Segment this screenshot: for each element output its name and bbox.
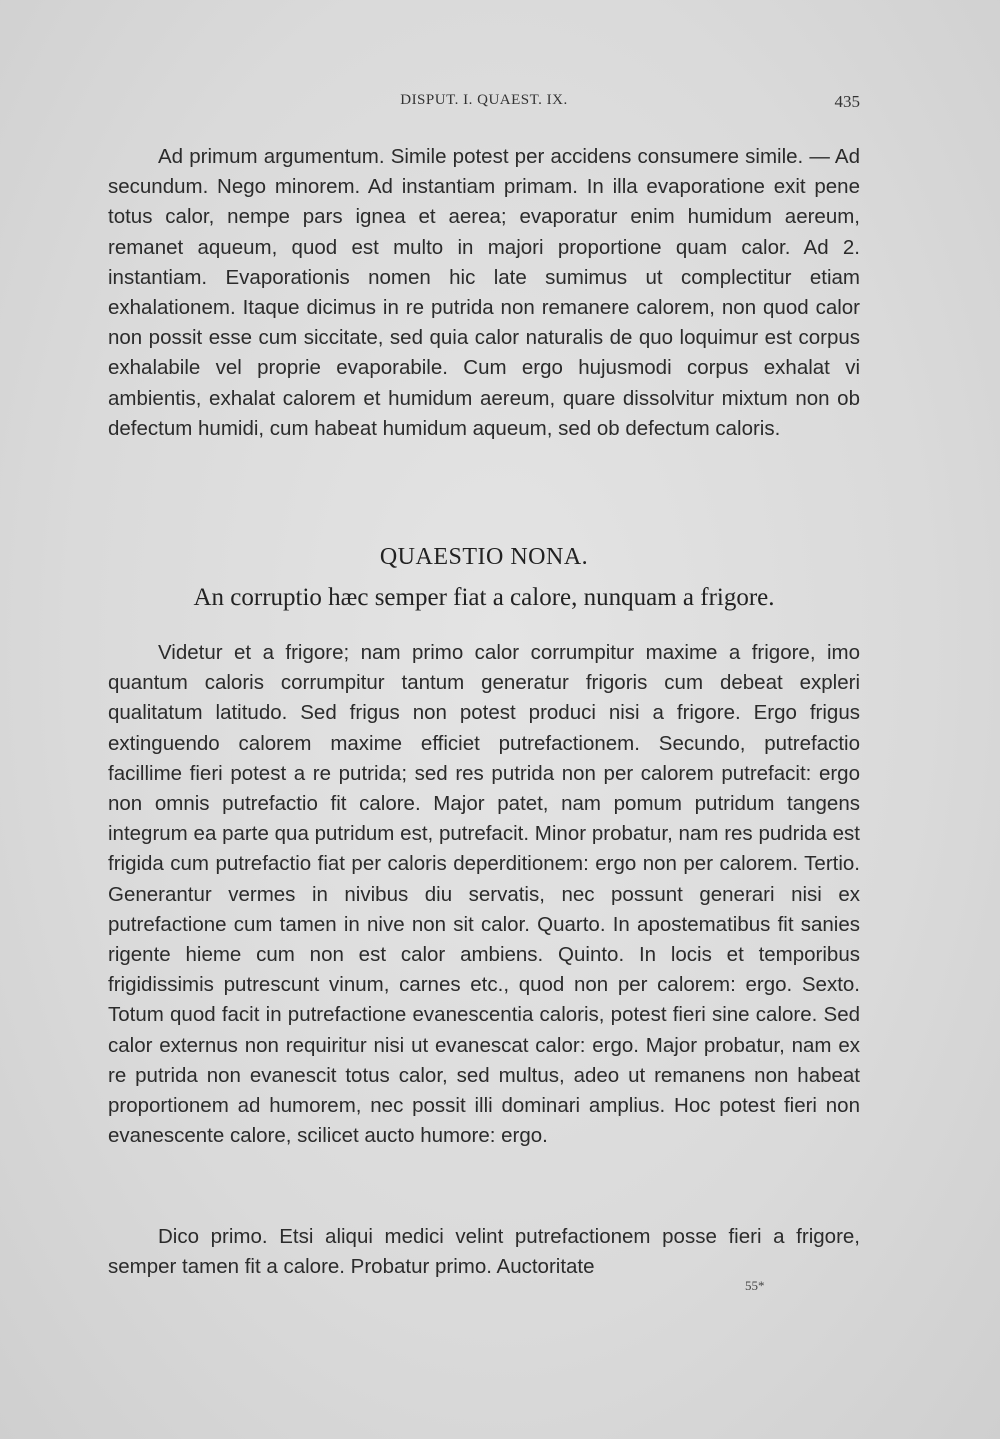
question-title: QUAESTIO NONA. — [379, 544, 589, 570]
paragraph-2-block — [108, 638, 860, 1151]
running-title: DISPUT. I. QUAEST. IX. — [400, 92, 568, 108]
paragraph-3-block — [108, 1222, 860, 1282]
question-subtitle: An corruptio hæc semper fiat a calore, nunquam a frigore. — [193, 584, 775, 611]
signature-mark: 55* — [745, 1278, 765, 1293]
paragraph-2: Videtur et a frigore; nam primo calor corrumpitur maxime a frigore, imo quantum caloris corrumpitur tantum generatur frigoris cum debeat expleri qualitatum latitudo. Sed frigus non potest produci nisi a frigore. Ergo frigus extinguendo calorem maxime efficiet putrefactionem. Secundo, putrefactio facillime fieri potest a re putrida; sed res putrida non per calorem putrefacit: ergo non omnis putrefactio fit calore. Major patet, nam pomum putridum tangens integrum ea parte qua putridum est, putrefacit. Minor probatur, nam res pudrida est frigida cum putrefactio fiat per caloris deperditionem: ergo non per calorem. Tertio. Generantur vermes in nivibus diu servatis, nec possunt generari nisi ex putrefactione cum tamen in nive non sit calor. Quarto. In apostematibus fit sanies rigente hieme cum non est calor ambiens. Quinto. In locis et temporibus frigidissimis putrescunt vinum, carnes etc., quod non per calorem: ergo. Sexto. Totum quod facit in putrefactione evanescentia caloris, potest fieri sine calore. Sed calor externus non requiritur nisi ut evanescat calor: ergo. Major probatur, nam ex re putrida non evanescit totus calor, sed multus, adeo ut remanens non habeat proportionem ad humorem, nec possit illi dominari amplius. Hoc potest fieri non evanescente calore, scilicet aucto humore: ergo. — [108, 641, 860, 1148]
page-header — [108, 92, 860, 116]
page-number: 435 — [834, 92, 860, 111]
paragraph-3: Dico primo. Etsi aliqui medici velint putrefactionem posse fieri a frigore, semper tamen fit a calore. Probatur primo. Auctoritate — [108, 1225, 860, 1279]
paragraph-1-block — [108, 142, 860, 444]
paragraph-1: Ad primum argumentum. Simile potest per accidens consumere simile. — Ad secundum. Nego minorem. Ad instantiam primam. In illa evaporatione exit pene totus calor, nempe pars ignea et aerea; evaporatur enim humidum aereum, remanet aqueum, quod est multo in majori proportione quam calor. Ad 2. instantiam. Evaporationis nomen hic late sumimus ut complectitur etiam exhalationem. Itaque dicimus in re putrida non remanere calorem, non quod calor non possit esse cum siccitate, sed quia calor naturalis de quo loquimur est corpus exhalabile vel proprie evaporabile. Cum ergo hujusmodi corpus exhalat vi ambientis, exhalat calorem et humidum aereum, quare dissolvitur mixtum non ob defectum humidi, cum habeat humidum aqueum, sed ob defectum caloris. — [108, 145, 860, 440]
